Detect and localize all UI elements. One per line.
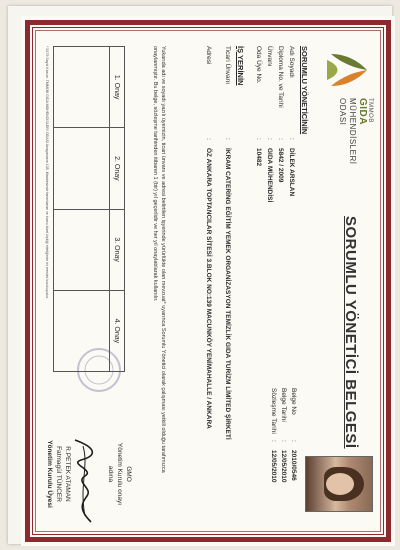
meta-value: 12/05/2010 [280, 450, 288, 483]
field-row [222, 46, 233, 440]
document-meta [269, 388, 299, 483]
logo-line2: MÜHENDİSLERİ [348, 98, 357, 165]
field-value: 5842 / 2009 [277, 148, 284, 183]
approval-header: 3. Onay [110, 210, 124, 291]
meta-row [289, 388, 299, 483]
approval-header: 2. Onay [110, 128, 124, 209]
field-colon: : [266, 138, 273, 140]
field-label: Ticari Ünvanı [224, 46, 231, 85]
field-colon: : [205, 138, 212, 140]
field-label: Diploma No. ve Tarihi [277, 46, 284, 108]
holder-photo [305, 456, 373, 512]
field-colon: : [224, 138, 231, 140]
meta-label: Sözleşme Tarihi [270, 388, 278, 434]
workplace-fields [203, 46, 233, 440]
field-value: GIDA MÜHENDİSİ [266, 148, 273, 203]
field-label: Oda Üye No. [255, 46, 262, 84]
field-label: Ünvanı [266, 46, 273, 67]
meta-label: Belge Tarihi [280, 388, 288, 422]
handwritten-signature-icon [65, 436, 105, 526]
field-value: ÖZ ANKARA TOPTANCILAR SİTESİ 3.BLOK NO:139 MACUNKÖY YENİMAHALLE / ANKARA [205, 148, 212, 429]
certificate-body-text: Yukarıda adı ve soyadı yazılı üyemizin, ticari ünvanı ve adresi belirtilen işyerinde yürürlükte olan mevzuat* uyarınca Sorumlu Yönetici olarak çalışması yetkili olduğu tarafımızca onaylanmıştır. Bu belge, sözleşme tarihinden itibaren 1 (bir) yıl geçerlidir ve her yıl onaylatılarak kullanılır. [152, 46, 166, 473]
signature-line2: adına [107, 465, 114, 483]
approval-header-row [109, 47, 124, 371]
field-label: Adı Soyadı [288, 46, 295, 78]
stamp-icon [75, 346, 123, 394]
manager-section-heading: SORUMLU YÖNETİCİNİN [300, 46, 309, 135]
meta-colon: : [280, 440, 288, 442]
meta-value: 12/05/2010 [270, 450, 278, 483]
signature-name2: Fatmagül TÜNCER [55, 446, 62, 502]
document-sheet [8, 6, 392, 544]
meta-colon: : [270, 440, 278, 442]
approval-cell [54, 128, 109, 209]
logo-org-small: TMMOB [367, 98, 373, 123]
signature-org: GMO [125, 466, 132, 482]
signature-line1: Yönetim Kurulu onayı [116, 442, 123, 506]
field-row [203, 46, 214, 440]
document-title: SORUMLU YÖNETİCİ BELGESİ [342, 216, 359, 449]
field-colon: : [288, 138, 295, 140]
field-row [286, 46, 297, 202]
approval-cell [54, 210, 109, 291]
field-value: DİLEK ARSLAN [288, 148, 295, 197]
meta-value: 2010/0546 [290, 450, 298, 481]
approval-header: 1. Onay [110, 47, 124, 128]
signature-role: Yönetim Kurulu Üyesi [46, 440, 53, 508]
meta-colon: : [290, 440, 298, 442]
field-value: İKRAM CATERİNG EĞİTİM YEMEK ORGANİZASYON TEMİZLİK GIDA TURİZM LİMİTED ŞİRKETİ [224, 148, 231, 440]
logo-text [337, 98, 373, 178]
signature-name1: R.PETEK ATAMAN [64, 446, 71, 502]
field-label: Adresi [205, 46, 212, 65]
approval-body-row [54, 47, 109, 371]
field-row [264, 46, 275, 202]
organization-logo-icon [323, 46, 371, 94]
meta-label: Belge No [290, 388, 298, 415]
field-value: 10482 [255, 148, 262, 167]
field-colon: : [277, 138, 284, 140]
field-row [253, 46, 264, 202]
logo-line1: GIDA [357, 98, 368, 125]
approval-cell [54, 47, 109, 128]
field-colon: : [255, 138, 262, 140]
legal-footnote: * 5179 Sayılı Kanun, TMMOB GIDA MÜHENDİSLERİ ODASI Anayasanın 135. Maddesinde tanımlanan ve kamu tüzel kişiliği niteliğinde bir meslek kuruluşudur. [45, 46, 49, 300]
photo-face [326, 473, 354, 495]
field-row [275, 46, 286, 202]
meta-row [269, 388, 279, 483]
manager-fields [253, 46, 297, 202]
certificate [21, 16, 395, 546]
meta-row [279, 388, 289, 483]
workplace-section-heading: İŞ YERİNİN [236, 46, 245, 86]
approval-header: 4. Onay [113, 318, 121, 344]
approval-table [53, 46, 125, 372]
logo-line3: ODASI [338, 98, 347, 126]
